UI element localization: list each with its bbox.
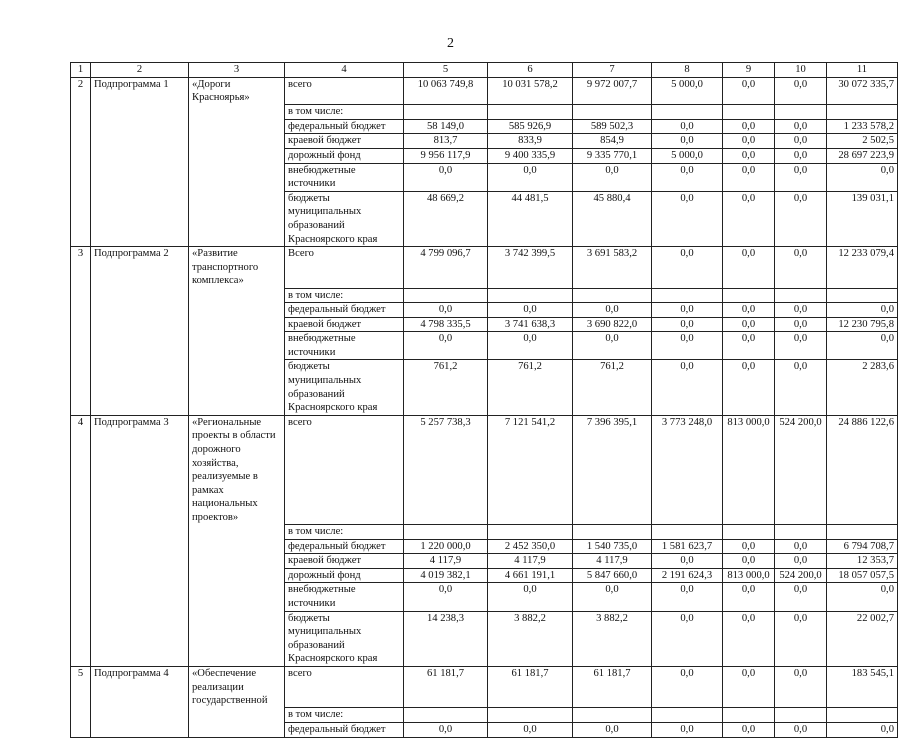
value-cell: 0,0 — [775, 667, 827, 708]
value-cell: 24 886 122,6 — [827, 415, 898, 524]
value-cell: 0,0 — [775, 554, 827, 569]
value-cell — [573, 105, 652, 120]
value-cell: 0,0 — [404, 163, 488, 191]
value-cell: 0,0 — [488, 303, 573, 318]
value-cell: 4 798 335,5 — [404, 317, 488, 332]
row-number — [71, 568, 91, 583]
value-cell: 0,0 — [723, 332, 775, 360]
value-cell: 0,0 — [775, 77, 827, 105]
header-cell: 6 — [488, 63, 573, 78]
value-cell: 18 057 057,5 — [827, 568, 898, 583]
value-cell: 4 117,9 — [488, 554, 573, 569]
row-number: 3 — [71, 247, 91, 288]
subprogram-title — [189, 332, 285, 360]
budget-table-container — [70, 62, 898, 738]
value-cell: 1 581 623,7 — [652, 539, 723, 554]
subprogram-name — [91, 568, 189, 583]
value-cell — [827, 708, 898, 723]
value-cell: 2 191 624,3 — [652, 568, 723, 583]
value-cell: 58 149,0 — [404, 119, 488, 134]
value-cell: 4 661 191,1 — [488, 568, 573, 583]
value-cell — [775, 105, 827, 120]
value-cell: 0,0 — [827, 722, 898, 737]
row-number: 5 — [71, 667, 91, 708]
header-cell: 10 — [775, 63, 827, 78]
value-cell: 5 847 660,0 — [573, 568, 652, 583]
value-cell: 0,0 — [723, 191, 775, 246]
row-number — [71, 539, 91, 554]
value-cell — [573, 288, 652, 303]
value-cell: 9 972 007,7 — [573, 77, 652, 105]
value-cell: 7 121 541,2 — [488, 415, 573, 524]
funding-source: внебюджетные источники — [285, 583, 404, 611]
funding-source: в том числе: — [285, 288, 404, 303]
subprogram-name — [91, 722, 189, 737]
subprogram-title — [189, 568, 285, 583]
value-cell: 0,0 — [775, 303, 827, 318]
value-cell — [775, 708, 827, 723]
funding-source: в том числе: — [285, 525, 404, 540]
row-number — [71, 163, 91, 191]
value-cell: 0,0 — [723, 611, 775, 666]
subprogram-name — [91, 191, 189, 246]
value-cell: 813,7 — [404, 134, 488, 149]
value-cell: 0,0 — [775, 722, 827, 737]
row-number — [71, 317, 91, 332]
value-cell: 0,0 — [723, 554, 775, 569]
value-cell: 12 353,7 — [827, 554, 898, 569]
value-cell: 0,0 — [723, 539, 775, 554]
value-cell: 854,9 — [573, 134, 652, 149]
value-cell: 0,0 — [775, 360, 827, 415]
subprogram-name: Подпрограмма 3 — [91, 415, 189, 524]
subprogram-name — [91, 332, 189, 360]
value-cell — [488, 288, 573, 303]
funding-source: бюджеты муниципальных образований Красноярского края — [285, 191, 404, 246]
value-cell: 0,0 — [652, 722, 723, 737]
value-cell: 9 400 335,9 — [488, 149, 573, 164]
value-cell: 5 000,0 — [652, 149, 723, 164]
value-cell: 4 019 382,1 — [404, 568, 488, 583]
funding-source: федеральный бюджет — [285, 119, 404, 134]
value-cell: 10 031 578,2 — [488, 77, 573, 105]
value-cell: 0,0 — [573, 303, 652, 318]
value-cell: 589 502,3 — [573, 119, 652, 134]
value-cell: 0,0 — [573, 583, 652, 611]
value-cell: 0,0 — [404, 332, 488, 360]
subprogram-name — [91, 288, 189, 303]
value-cell: 761,2 — [488, 360, 573, 415]
value-cell: 524 200,0 — [775, 568, 827, 583]
value-cell: 0,0 — [652, 332, 723, 360]
value-cell: 0,0 — [652, 303, 723, 318]
value-cell — [652, 708, 723, 723]
value-cell: 813 000,0 — [723, 415, 775, 524]
value-cell: 61 181,7 — [404, 667, 488, 708]
value-cell: 30 072 335,7 — [827, 77, 898, 105]
value-cell: 0,0 — [723, 119, 775, 134]
row-number — [71, 583, 91, 611]
subprogram-title — [189, 722, 285, 737]
value-cell: 0,0 — [404, 583, 488, 611]
value-cell: 0,0 — [652, 583, 723, 611]
value-cell: 1 233 578,2 — [827, 119, 898, 134]
value-cell: 0,0 — [775, 583, 827, 611]
value-cell — [573, 525, 652, 540]
value-cell — [723, 288, 775, 303]
value-cell: 22 002,7 — [827, 611, 898, 666]
row-number — [71, 288, 91, 303]
value-cell: 0,0 — [404, 722, 488, 737]
header-cell: 9 — [723, 63, 775, 78]
value-cell — [723, 105, 775, 120]
value-cell: 524 200,0 — [775, 415, 827, 524]
subprogram-name — [91, 554, 189, 569]
value-cell: 0,0 — [723, 303, 775, 318]
funding-source: внебюджетные источники — [285, 163, 404, 191]
header-cell: 4 — [285, 63, 404, 78]
row-number — [71, 119, 91, 134]
value-cell: 183 545,1 — [827, 667, 898, 708]
value-cell: 3 690 822,0 — [573, 317, 652, 332]
table-row — [71, 611, 898, 666]
value-cell: 5 000,0 — [652, 77, 723, 105]
value-cell: 2 452 350,0 — [488, 539, 573, 554]
value-cell: 139 031,1 — [827, 191, 898, 246]
subprogram-title — [189, 163, 285, 191]
value-cell: 761,2 — [573, 360, 652, 415]
value-cell: 48 669,2 — [404, 191, 488, 246]
value-cell: 2 502,5 — [827, 134, 898, 149]
table-row — [71, 568, 898, 583]
subprogram-name — [91, 360, 189, 415]
value-cell: 0,0 — [775, 134, 827, 149]
value-cell: 0,0 — [573, 332, 652, 360]
row-number — [71, 303, 91, 318]
table-row — [71, 667, 898, 708]
table-row — [71, 105, 898, 120]
funding-source: бюджеты муниципальных образований Красноярского края — [285, 360, 404, 415]
subprogram-name: Подпрограмма 2 — [91, 247, 189, 288]
value-cell: 0,0 — [723, 722, 775, 737]
row-number — [71, 134, 91, 149]
header-cell: 3 — [189, 63, 285, 78]
header-row — [71, 63, 898, 78]
value-cell: 3 882,2 — [573, 611, 652, 666]
value-cell: 0,0 — [827, 163, 898, 191]
funding-source: в том числе: — [285, 708, 404, 723]
value-cell — [723, 525, 775, 540]
row-number — [71, 105, 91, 120]
value-cell: 4 117,9 — [573, 554, 652, 569]
value-cell: 61 181,7 — [573, 667, 652, 708]
funding-source: федеральный бюджет — [285, 722, 404, 737]
funding-source: в том числе: — [285, 105, 404, 120]
header-cell: 2 — [91, 63, 189, 78]
value-cell: 0,0 — [652, 163, 723, 191]
value-cell: 0,0 — [723, 163, 775, 191]
table-row — [71, 317, 898, 332]
value-cell: 6 794 708,7 — [827, 539, 898, 554]
subprogram-title — [189, 317, 285, 332]
value-cell: 0,0 — [775, 247, 827, 288]
value-cell: 0,0 — [652, 119, 723, 134]
subprogram-title — [189, 105, 285, 120]
value-cell: 14 238,3 — [404, 611, 488, 666]
subprogram-name — [91, 303, 189, 318]
value-cell: 0,0 — [827, 583, 898, 611]
value-cell: 12 233 079,4 — [827, 247, 898, 288]
value-cell: 9 335 770,1 — [573, 149, 652, 164]
subprogram-title — [189, 708, 285, 723]
value-cell: 2 283,6 — [827, 360, 898, 415]
page-number: 2 — [447, 36, 454, 51]
value-cell — [652, 105, 723, 120]
value-cell: 0,0 — [652, 554, 723, 569]
table-row — [71, 332, 898, 360]
value-cell: 3 741 638,3 — [488, 317, 573, 332]
table-row — [71, 191, 898, 246]
row-number — [71, 554, 91, 569]
funding-source: всего — [285, 415, 404, 524]
row-number: 2 — [71, 77, 91, 105]
value-cell — [827, 525, 898, 540]
value-cell: 0,0 — [775, 149, 827, 164]
funding-source: краевой бюджет — [285, 317, 404, 332]
subprogram-name — [91, 583, 189, 611]
value-cell: 761,2 — [404, 360, 488, 415]
subprogram-title — [189, 611, 285, 666]
value-cell: 0,0 — [775, 332, 827, 360]
value-cell: 45 880,4 — [573, 191, 652, 246]
value-cell: 9 956 117,9 — [404, 149, 488, 164]
value-cell: 5 257 738,3 — [404, 415, 488, 524]
value-cell: 0,0 — [775, 191, 827, 246]
value-cell: 4 117,9 — [404, 554, 488, 569]
value-cell: 0,0 — [652, 134, 723, 149]
subprogram-title — [189, 288, 285, 303]
subprogram-name — [91, 525, 189, 540]
value-cell: 0,0 — [723, 360, 775, 415]
table-row — [71, 288, 898, 303]
value-cell: 0,0 — [488, 583, 573, 611]
table-row — [71, 303, 898, 318]
subprogram-name — [91, 611, 189, 666]
row-number — [71, 722, 91, 737]
funding-source: федеральный бюджет — [285, 303, 404, 318]
table-row — [71, 415, 898, 524]
value-cell: 44 481,5 — [488, 191, 573, 246]
row-number — [71, 360, 91, 415]
value-cell: 3 742 399,5 — [488, 247, 573, 288]
subprogram-title: «Дороги Красноярья» — [189, 77, 285, 105]
value-cell: 10 063 749,8 — [404, 77, 488, 105]
funding-source: дорожный фонд — [285, 149, 404, 164]
value-cell — [652, 288, 723, 303]
row-number: 4 — [71, 415, 91, 524]
row-number — [71, 708, 91, 723]
table-row — [71, 163, 898, 191]
value-cell: 12 230 795,8 — [827, 317, 898, 332]
value-cell — [827, 105, 898, 120]
funding-source: бюджеты муниципальных образований Красноярского края — [285, 611, 404, 666]
value-cell — [775, 288, 827, 303]
value-cell — [404, 288, 488, 303]
table-row — [71, 149, 898, 164]
value-cell: 0,0 — [775, 163, 827, 191]
table-row — [71, 708, 898, 723]
value-cell: 1 540 735,0 — [573, 539, 652, 554]
value-cell: 0,0 — [723, 77, 775, 105]
value-cell: 0,0 — [652, 247, 723, 288]
value-cell: 0,0 — [652, 317, 723, 332]
funding-source: краевой бюджет — [285, 134, 404, 149]
value-cell: 28 697 223,9 — [827, 149, 898, 164]
value-cell: 7 396 395,1 — [573, 415, 652, 524]
table-row — [71, 722, 898, 737]
subprogram-title — [189, 360, 285, 415]
value-cell — [775, 525, 827, 540]
header-cell: 7 — [573, 63, 652, 78]
table-row — [71, 525, 898, 540]
table-row — [71, 539, 898, 554]
subprogram-name — [91, 119, 189, 134]
subprogram-title: «Региональные проекты в области дорожного хозяйства, реализуемые в рамках национальных проектов» — [189, 415, 285, 524]
value-cell: 0,0 — [652, 611, 723, 666]
budget-table — [70, 62, 898, 738]
subprogram-title: «Развитие транспортного комплекса» — [189, 247, 285, 288]
value-cell: 0,0 — [488, 722, 573, 737]
subprogram-title — [189, 583, 285, 611]
table-row — [71, 119, 898, 134]
value-cell — [488, 105, 573, 120]
value-cell: 0,0 — [488, 332, 573, 360]
value-cell: 0,0 — [723, 149, 775, 164]
table-row — [71, 77, 898, 105]
value-cell — [573, 708, 652, 723]
funding-source: федеральный бюджет — [285, 539, 404, 554]
table-row — [71, 134, 898, 149]
value-cell — [723, 708, 775, 723]
row-number — [71, 332, 91, 360]
value-cell: 0,0 — [652, 667, 723, 708]
subprogram-title — [189, 134, 285, 149]
value-cell: 0,0 — [775, 611, 827, 666]
value-cell — [404, 105, 488, 120]
subprogram-name: Подпрограмма 4 — [91, 667, 189, 708]
value-cell: 3 691 583,2 — [573, 247, 652, 288]
subprogram-name — [91, 149, 189, 164]
funding-source: внебюджетные источники — [285, 332, 404, 360]
subprogram-title — [189, 554, 285, 569]
value-cell: 0,0 — [723, 317, 775, 332]
subprogram-title — [189, 119, 285, 134]
value-cell: 3 882,2 — [488, 611, 573, 666]
funding-source: краевой бюджет — [285, 554, 404, 569]
value-cell: 0,0 — [488, 163, 573, 191]
header-cell: 8 — [652, 63, 723, 78]
value-cell: 61 181,7 — [488, 667, 573, 708]
row-number — [71, 191, 91, 246]
header-cell: 1 — [71, 63, 91, 78]
value-cell: 3 773 248,0 — [652, 415, 723, 524]
table-row — [71, 554, 898, 569]
value-cell: 0,0 — [723, 247, 775, 288]
value-cell: 0,0 — [723, 134, 775, 149]
value-cell — [404, 525, 488, 540]
subprogram-name — [91, 163, 189, 191]
value-cell: 833,9 — [488, 134, 573, 149]
value-cell: 585 926,9 — [488, 119, 573, 134]
funding-source: Всего — [285, 247, 404, 288]
funding-source: всего — [285, 77, 404, 105]
value-cell: 0,0 — [723, 667, 775, 708]
subprogram-name — [91, 105, 189, 120]
subprogram-name — [91, 134, 189, 149]
subprogram-title — [189, 149, 285, 164]
subprogram-title: «Обеспечение реализации государственной — [189, 667, 285, 708]
subprogram-title — [189, 539, 285, 554]
value-cell — [652, 525, 723, 540]
table-row — [71, 247, 898, 288]
value-cell: 4 799 096,7 — [404, 247, 488, 288]
row-number — [71, 149, 91, 164]
funding-source: дорожный фонд — [285, 568, 404, 583]
subprogram-title — [189, 303, 285, 318]
value-cell: 0,0 — [573, 163, 652, 191]
header-cell: 5 — [404, 63, 488, 78]
funding-source: всего — [285, 667, 404, 708]
value-cell: 0,0 — [775, 539, 827, 554]
subprogram-name — [91, 317, 189, 332]
table-row — [71, 360, 898, 415]
value-cell: 0,0 — [573, 722, 652, 737]
subprogram-title — [189, 191, 285, 246]
value-cell — [488, 525, 573, 540]
subprogram-title — [189, 525, 285, 540]
value-cell: 0,0 — [827, 303, 898, 318]
table-row — [71, 583, 898, 611]
value-cell: 0,0 — [652, 360, 723, 415]
value-cell: 0,0 — [775, 119, 827, 134]
value-cell: 0,0 — [775, 317, 827, 332]
value-cell — [488, 708, 573, 723]
value-cell: 0,0 — [652, 191, 723, 246]
value-cell: 813 000,0 — [723, 568, 775, 583]
subprogram-name: Подпрограмма 1 — [91, 77, 189, 105]
value-cell — [827, 288, 898, 303]
row-number — [71, 611, 91, 666]
value-cell: 0,0 — [827, 332, 898, 360]
value-cell: 0,0 — [723, 583, 775, 611]
value-cell: 1 220 000,0 — [404, 539, 488, 554]
value-cell — [404, 708, 488, 723]
header-cell: 11 — [827, 63, 898, 78]
row-number — [71, 525, 91, 540]
value-cell: 0,0 — [404, 303, 488, 318]
subprogram-name — [91, 539, 189, 554]
subprogram-name — [91, 708, 189, 723]
